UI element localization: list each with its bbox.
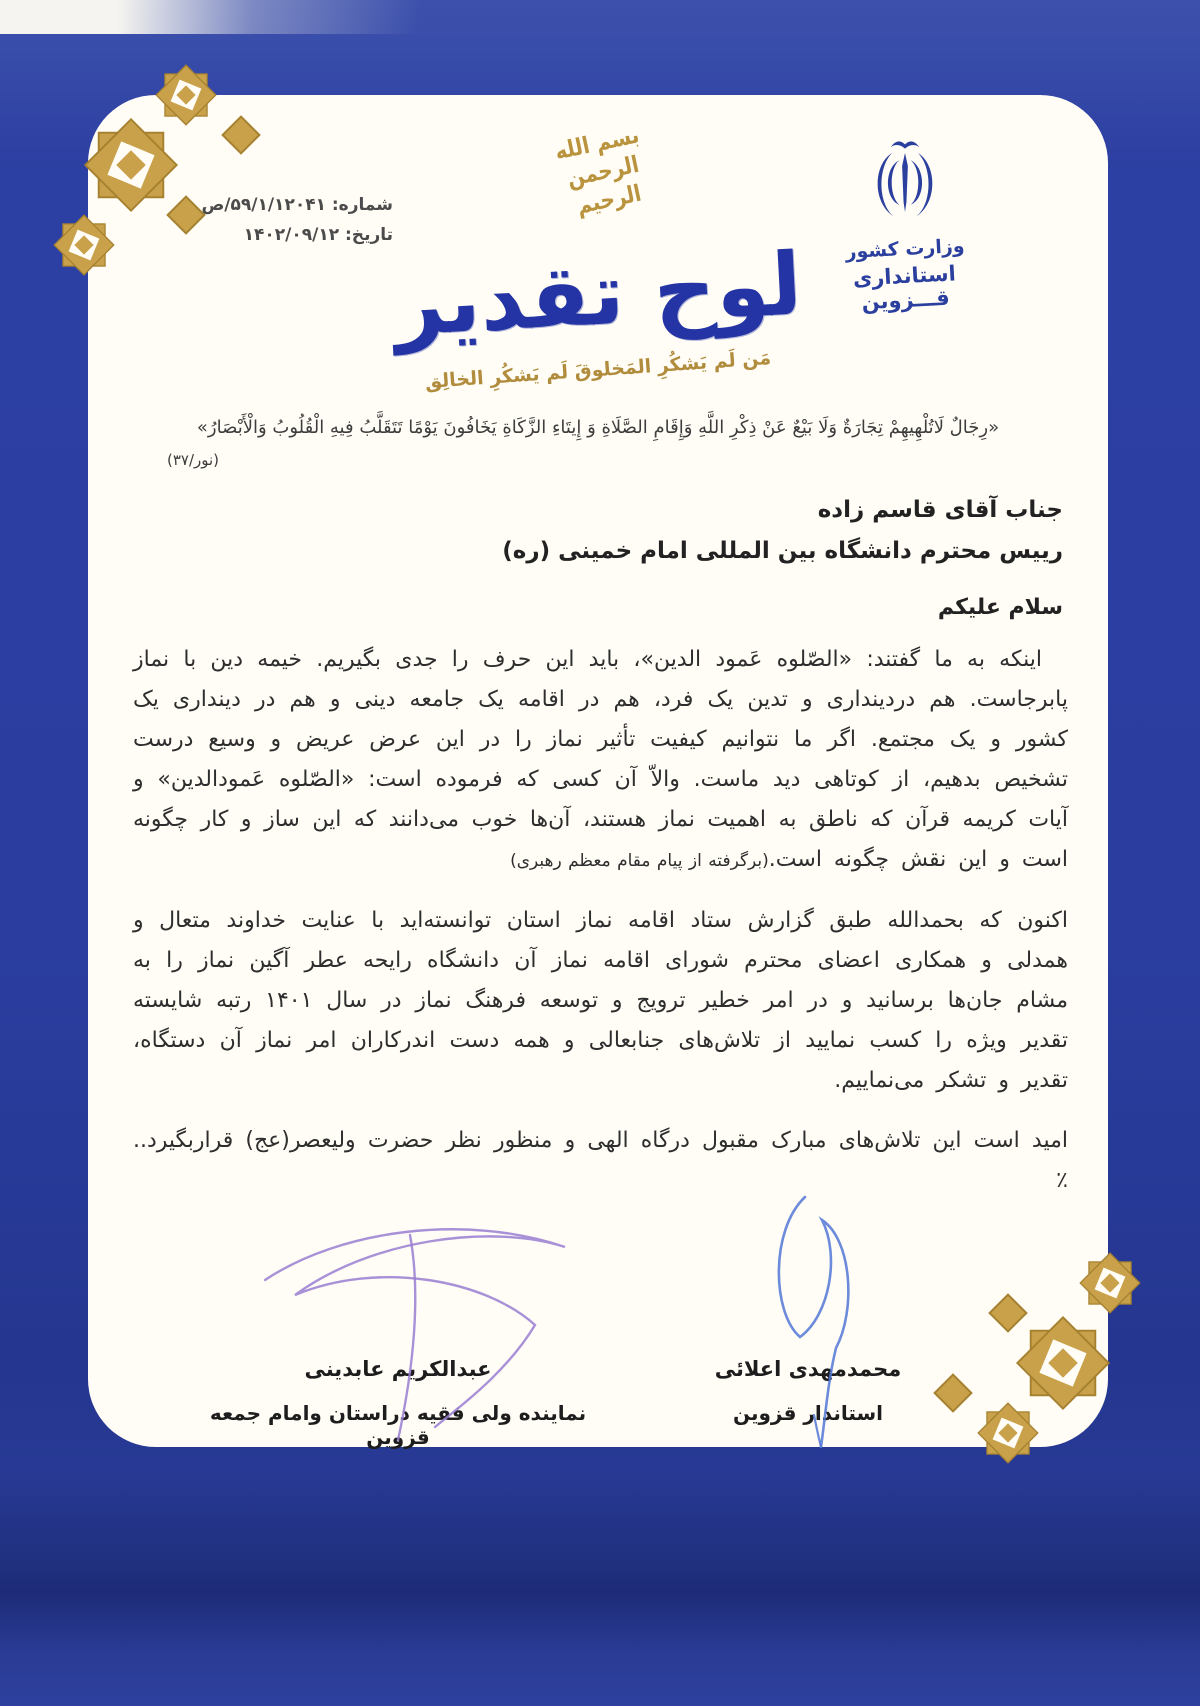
representative-name: عبدالکریم عابدینی [304, 1357, 492, 1381]
governorate-name: استانداری قـــزوین [852, 261, 957, 315]
scan-edge-artifact [0, 0, 420, 34]
verse-reference: (نور/۳۷) [166, 451, 220, 469]
corner-ornament-top-left [36, 40, 266, 280]
letter-body [133, 640, 1068, 1221]
recipient-block [502, 497, 1063, 564]
recipient-title: رییس محترم دانشگاه بین المللی امام خمینی (ره) [502, 538, 1063, 564]
paragraph-1 [133, 640, 1068, 881]
recipient-name: جناب آقای قاسم زاده [817, 497, 1063, 523]
certificate-title: لوح تقدیر [391, 234, 805, 356]
governor-title: استاندار قزوین [732, 1401, 884, 1425]
bismillah-medallion-icon [538, 115, 668, 227]
iran-emblem-icon [869, 135, 941, 230]
motto-calligraphy: مَن لَم یَشکُرِ المَخلوقَ لَم یَشکُرِ الخالِق [424, 346, 772, 394]
paragraph-1-text: اینکه به ما گفتند: «الصّلوه عَمود الدین»، باید این حرف را جدی بگیریم. خیمه دین با نماز پابرجاست. هم دردینداری و تدین یک فرد، هم در اقامه یک جامعه دینی و هم در دینداری یک کشور و یک مجتمع. اگر ما نتوانیم کیفیت تأثیر نماز را در این عرض عریض و وسیع درست تشخیص بدهیم، از کوتاهی دید ماست. والاّ آن کسی که فرموده است: «الصّلوه عَمودالدین» و آیات کریمه قرآن که ناطق به اهمیت نماز هستند، آن‌ها خوب می‌دانند که این ساز و کار چگونه است و این نقش چگونه است. [133, 647, 1068, 872]
salutation: سلام علیکم [937, 595, 1063, 620]
paragraph-1-attribution: (برگرفته از پیام مقام معظم رهبری) [510, 851, 769, 871]
ref-date: تاریخ: ۱۴۰۲/۰۹/۱۲ [243, 225, 393, 245]
ref-number: شماره: ۵۹/۱/۱۲۰۴۱/ص [201, 195, 393, 215]
governor-name: محمدمهدی اعلائی [714, 1357, 902, 1381]
signature-block-governor [658, 1357, 958, 1425]
paragraph-3: امید است این تلاش‌های مبارک مقبول درگاه الهی و منظور نظر حضرت ولیعصر(عج) قراربگیرد..٪ [133, 1128, 1068, 1193]
letterhead-emblem-column [815, 135, 995, 315]
ministry-name: وزارت کشور [844, 234, 966, 264]
bismillah-text: بسم الله الرحمن الرحیم [552, 119, 644, 219]
representative-title: نماینده ولی فقیه دراستان وامام جمعه قزوین [209, 1401, 587, 1449]
scan-bottom-shade [0, 1470, 1200, 1706]
signature-block-representative [188, 1357, 608, 1449]
paragraph-2: اکنون که بحمدالله طبق گزارش ستاد اقامه نماز استان توانسته‌اید با عنایت خداوند متعال و همدلی و همکاری اعضای محترم شورای اقامه نماز آن دانشگاه رایحه عطر آگین نماز را به مشام جان‌ها برسانید و در امر خطیر ترویج و توسعه فرهنگ نماز در سال ۱۴۰۱ رتبه شایسته تقدیر ویژه را کسب نمایید از تلاش‌های جنابعالی و همه دست اندرکاران امر نماز آن دستگاه، تقدیر و تشکر می‌نماییم. [133, 908, 1068, 1093]
certificate-sheet [88, 95, 1108, 1447]
quran-verse: «رِجَالٌ لَاتُلْهِيهِمْ تِجَارَةٌ وَلَا بَيْعٌ عَنْ ذِكْرِ اللَّهِ وَإِقَامِ الصَّلَاةِ وَ إِيتَاءِ الزَّكَاةِ يَخَافُونَ يَوْمًا تَتَقَلَّبُ فِيهِ الْقُلُوبُ وَالْأَبْصَارُ» [196, 417, 1000, 438]
corner-ornament-bottom-right [928, 1248, 1158, 1488]
